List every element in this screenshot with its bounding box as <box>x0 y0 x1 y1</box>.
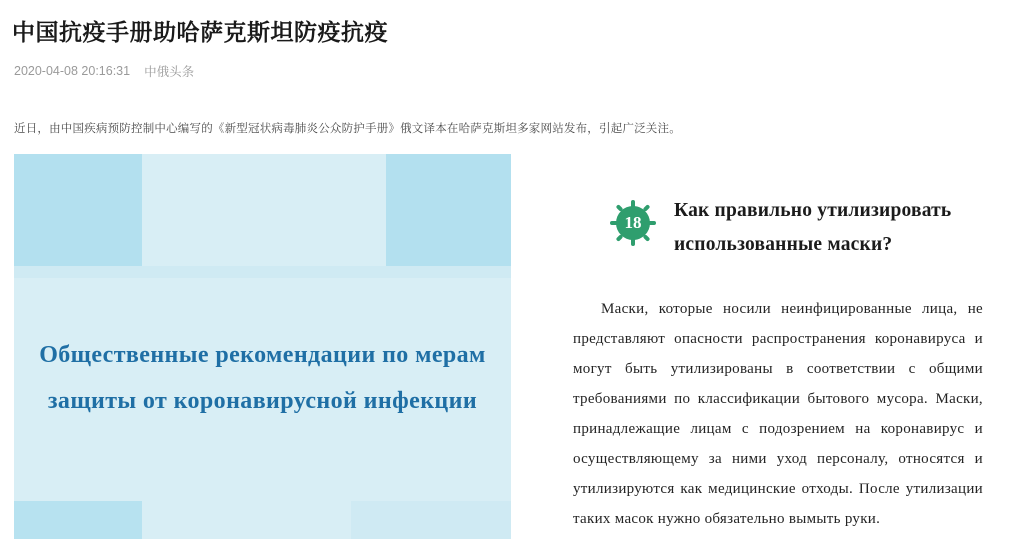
scan-heading-row <box>610 194 980 262</box>
poster-band-top-left <box>14 154 142 266</box>
virus-icon <box>610 200 656 246</box>
scan-heading-line-2: использованные маски? <box>674 233 893 255</box>
poster-title <box>14 332 511 424</box>
poster-band-top-right <box>386 154 511 266</box>
figure-area <box>0 154 1024 539</box>
poster-band-bottom-right <box>351 501 511 539</box>
poster-title-line-1: Общественные рекомендации по мерам <box>39 341 486 368</box>
page-title: 中国抗疫手册助哈萨克斯坦防疫抗疫 <box>12 19 388 45</box>
scan-body-text <box>573 294 983 534</box>
section-number: 18 <box>616 206 650 240</box>
scan-body-paragraph: Маски, которые носили неинфицированные лица, не представляют опасности распространения коронавируса и могут быть утилизированы в соответствии с общими требованиями по классификации бытового мусора. Маски, принадлежащие лицам с подозрением на коронавирус и осуществляющему за ними уход персоналу, относятся и утилизируются как медицинские отходы. После утилизации таких масок нужно обязательно вымыть руки. <box>573 300 983 527</box>
handbook-page-scan <box>545 154 1010 539</box>
article-meta <box>0 48 1024 80</box>
poster-image <box>14 154 511 539</box>
publish-timestamp: 2020-04-08 20:16:31 <box>14 64 131 78</box>
poster-band-bottom-left <box>14 501 142 539</box>
lead-paragraph: 近日，由中国疾病预防控制中心编写的《新型冠状病毒肺炎公众防护手册》俄文译本在哈萨克斯坦多家网站发布，引起广泛关注。 <box>14 122 681 135</box>
article-source: 中俄头条 <box>144 65 195 79</box>
poster-band-middle <box>14 266 511 278</box>
scan-heading-line-1: Как правильно утилизировать <box>674 199 952 221</box>
scan-heading <box>674 194 951 262</box>
poster-title-line-2: защиты от коронавирусной инфекции <box>47 387 478 414</box>
